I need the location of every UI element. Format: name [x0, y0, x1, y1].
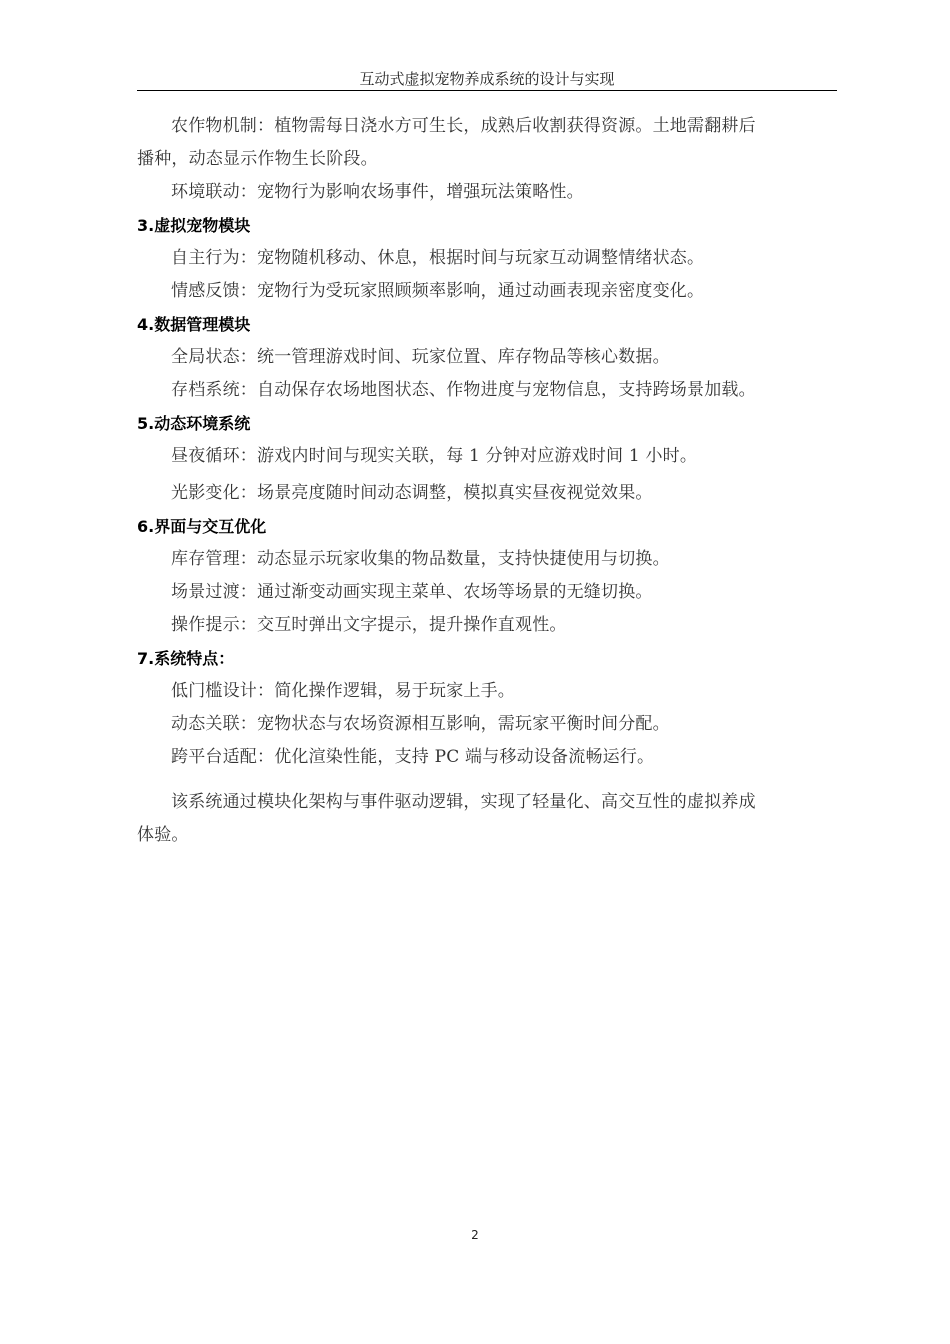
paragraph-low-threshold: 低门槛设计：简化操作逻辑，易于玩家上手。	[171, 681, 515, 701]
section-heading-system-features: 7.系统特点：	[137, 649, 235, 668]
paragraph-day-night-cycle: 昼夜循环：游戏内时间与现实关联，每 1 分钟对应游戏时间 1 小时。	[171, 446, 698, 466]
paragraph-lighting-change: 光影变化：场景亮度随时间动态调整，模拟真实昼夜视觉效果。	[171, 483, 653, 503]
paragraph-global-state: 全局状态：统一管理游戏时间、玩家位置、库存物品等核心数据。	[171, 347, 670, 367]
paragraph-inventory-management: 库存管理：动态显示玩家收集的物品数量，支持快捷使用与切换。	[171, 549, 670, 569]
paragraph-crop-mechanism: 农作物机制：植物需每日浇水方可生长，成熟后收割获得资源。土地需翻耕后	[171, 116, 756, 136]
paragraph-scene-transition: 场景过渡：通过渐变动画实现主菜单、农场等场景的无缝切换。	[171, 582, 653, 602]
section-heading-pet-module: 3.虚拟宠物模块	[137, 216, 251, 235]
document-body	[137, 110, 837, 852]
paragraph-environment-link: 环境联动：宠物行为影响农场事件，增强玩法策略性。	[171, 182, 584, 202]
paragraph-autonomous-behavior: 自主行为：宠物随机移动、休息，根据时间与玩家互动调整情绪状态。	[171, 248, 705, 268]
header-title: 互动式虚拟宠物养成系统的设计与实现	[359, 70, 615, 88]
paragraph-spacer	[137, 774, 837, 786]
paragraph-dynamic-link: 动态关联：宠物状态与农场资源相互影响，需玩家平衡时间分配。	[171, 714, 670, 734]
section-heading-environment-system: 5.动态环境系统	[137, 414, 251, 433]
paragraph-cross-platform: 跨平台适配：优化渲染性能，支持 PC 端与移动设备流畅运行。	[171, 747, 655, 767]
paragraph-save-system: 存档系统：自动保存农场地图状态、作物进度与宠物信息，支持跨场景加载。	[171, 380, 756, 400]
paragraph-operation-hint: 操作提示：交互时弹出文字提示，提升操作直观性。	[171, 615, 567, 635]
paragraph-crop-mechanism-cont: 播种，动态显示作物生长阶段。	[137, 149, 378, 169]
section-heading-ui-interaction: 6.界面与交互优化	[137, 517, 267, 536]
page-number: 2	[471, 1228, 479, 1242]
paragraph-summary: 该系统通过模块化架构与事件驱动逻辑，实现了轻量化、高交互性的虚拟养成	[171, 792, 756, 812]
paragraph-summary-cont: 体验。	[137, 825, 189, 845]
section-heading-data-module: 4.数据管理模块	[137, 315, 251, 334]
paragraph-emotional-feedback: 情感反馈：宠物行为受玩家照顾频率影响，通过动画表现亲密度变化。	[171, 281, 705, 301]
page-header	[137, 68, 837, 91]
